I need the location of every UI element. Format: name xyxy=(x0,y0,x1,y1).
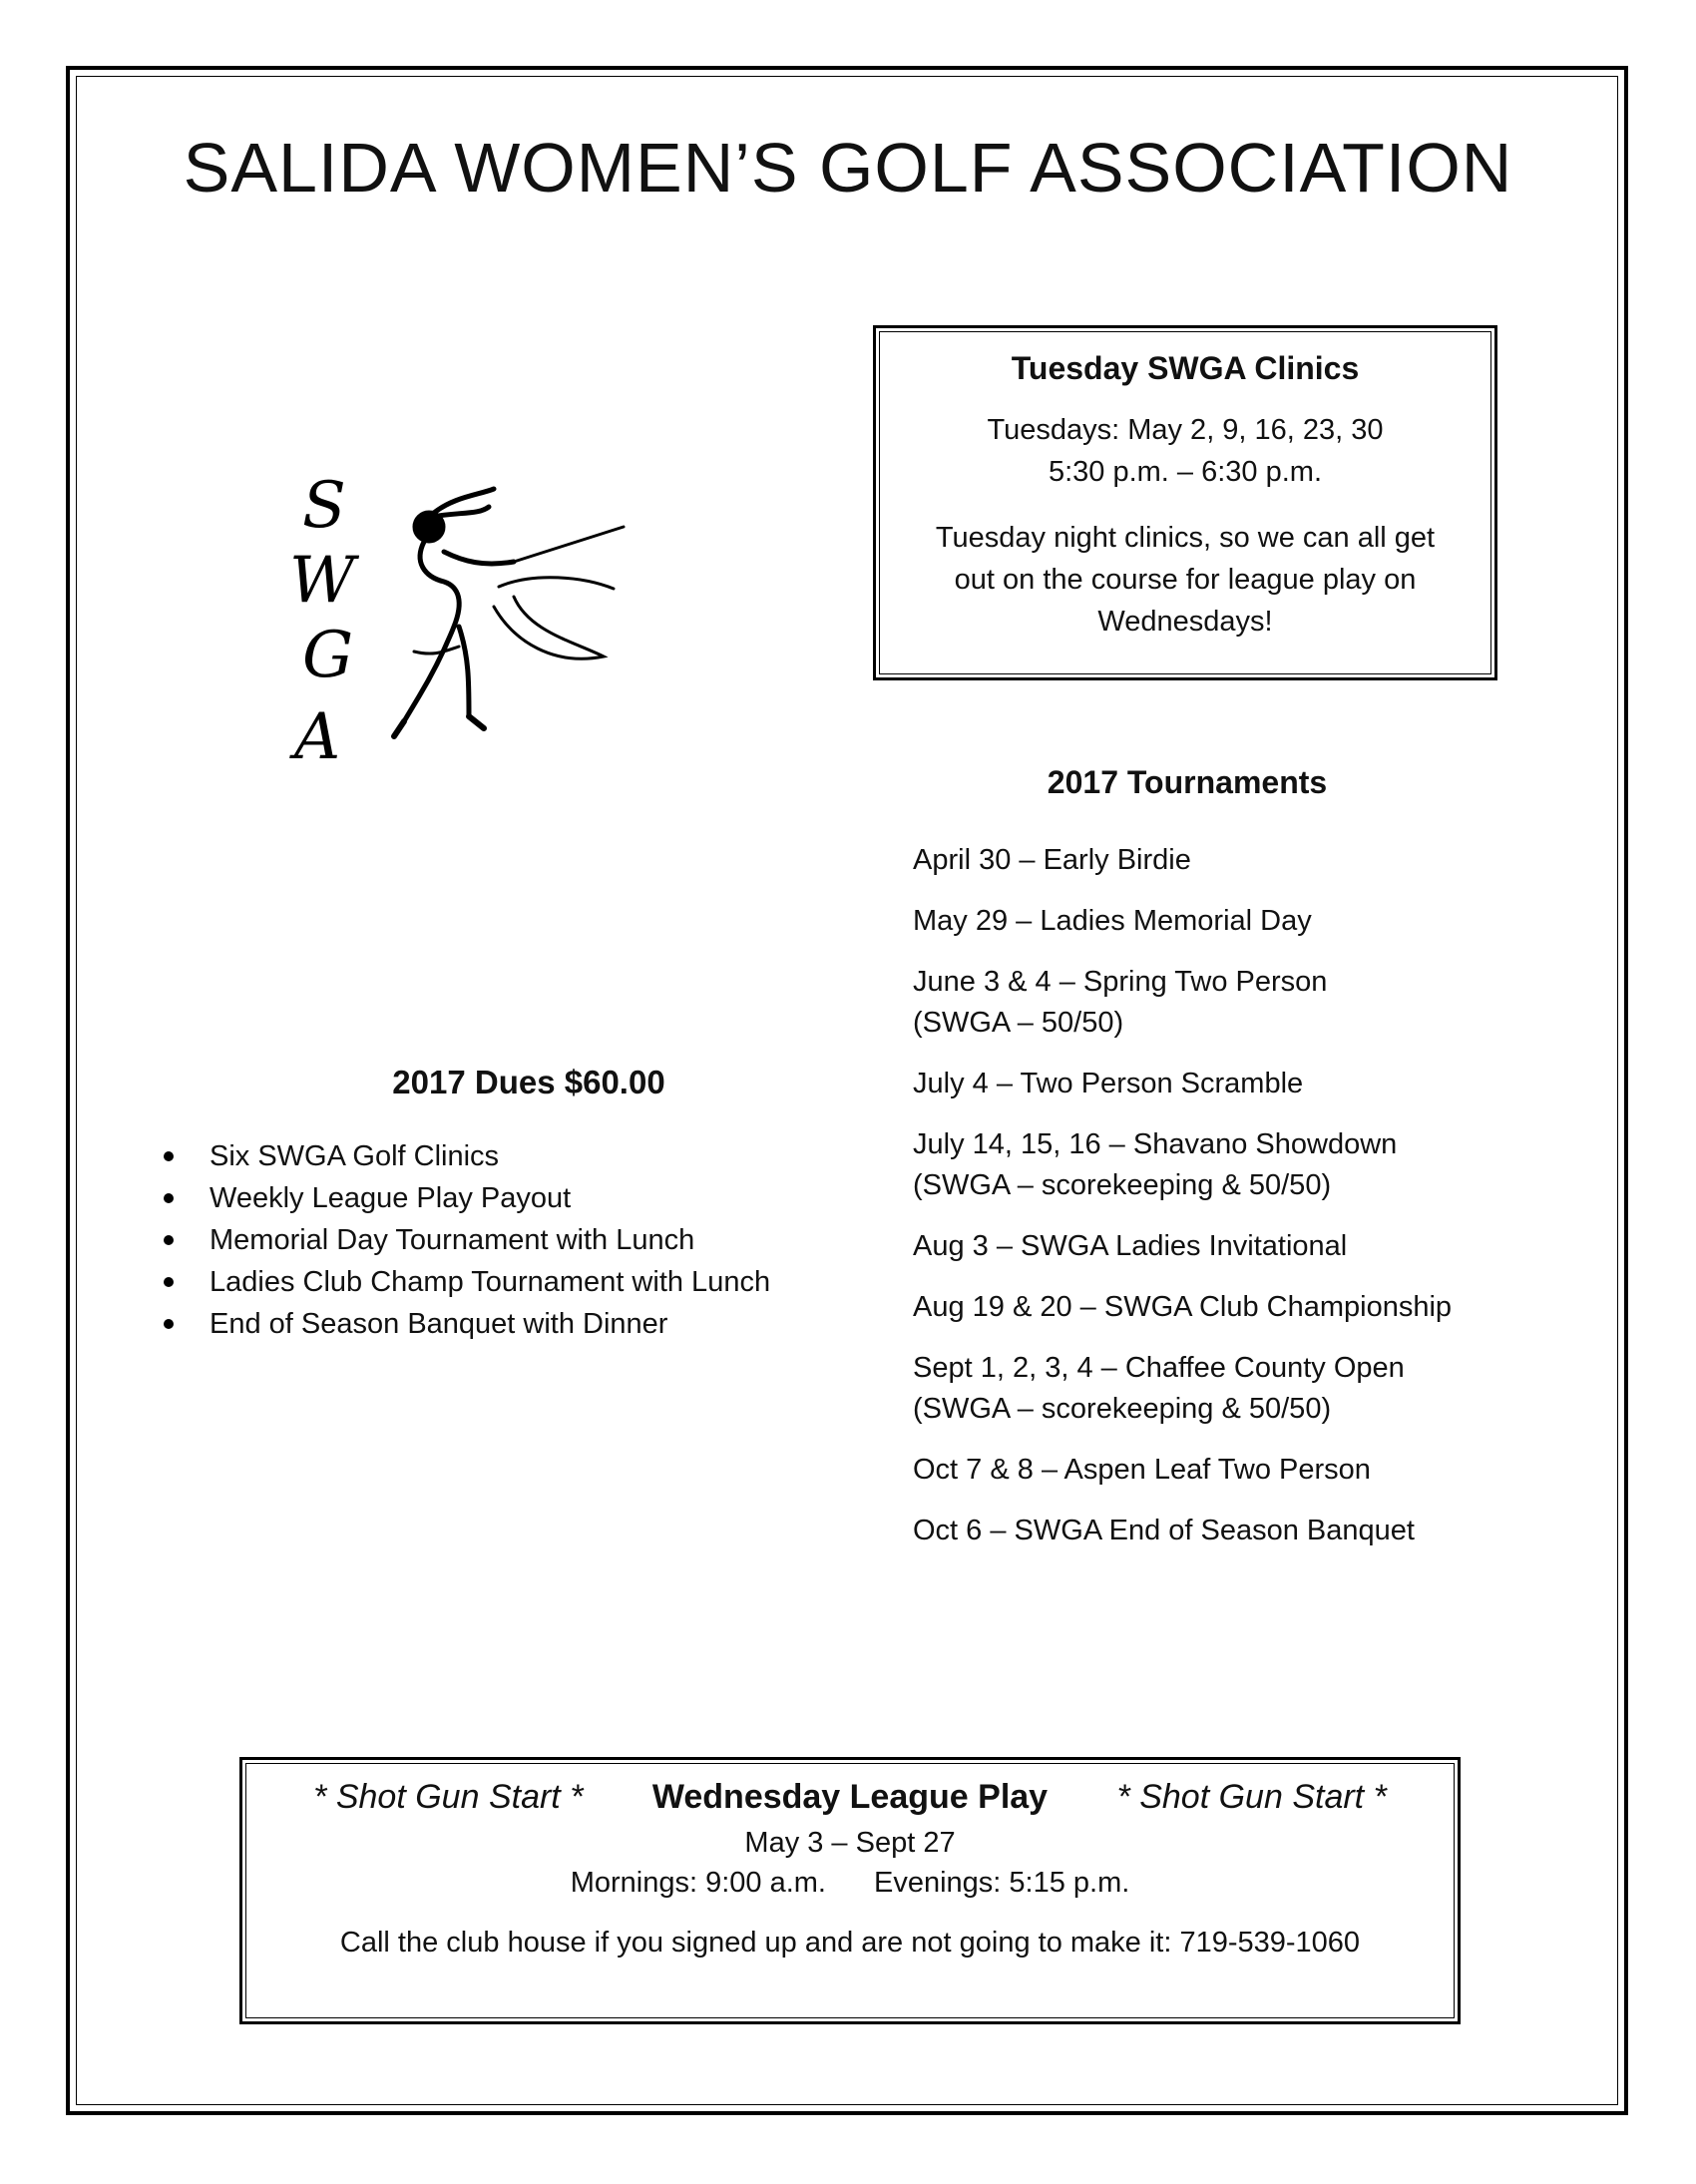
golfer-icon xyxy=(394,489,624,736)
league-heading: Wednesday League Play xyxy=(651,1778,1049,1816)
tournaments-list xyxy=(913,840,1551,1571)
bullet-icon xyxy=(164,1151,174,1161)
shotgun-start-right: * Shot Gun Start * xyxy=(1116,1778,1387,1816)
list-item: May 29 – Ladies Memorial Day xyxy=(913,905,1312,937)
logo-letter: W xyxy=(289,544,355,618)
bullet-icon xyxy=(164,1235,174,1245)
logo-letter: A xyxy=(294,700,341,774)
league-box xyxy=(239,1757,1461,2024)
list-item: April 30 – Early Birdie xyxy=(913,844,1191,876)
list-item: Sept 1, 2, 3, 4 – Chaffee County Open (SWGA – scorekeeping & 50/50) xyxy=(913,1352,1405,1425)
list-item: Six SWGA Golf Clinics xyxy=(160,1135,770,1177)
clinics-note-line: Wednesdays! xyxy=(1097,606,1273,638)
clinics-note-line: out on the course for league play on xyxy=(954,564,1417,596)
tournaments-heading: 2017 Tournaments xyxy=(1047,764,1328,800)
list-item: Aug 19 & 20 – SWGA Club Championship xyxy=(913,1291,1453,1323)
clinics-note-line: Tuesday night clinics, so we can all get xyxy=(935,522,1436,554)
list-item: July 4 – Two Person Scramble xyxy=(913,1068,1304,1099)
dues-heading: 2017 Dues $60.00 xyxy=(392,1064,665,1100)
list-item: Oct 7 & 8 – Aspen Leaf Two Person xyxy=(913,1454,1371,1486)
league-evenings: Evenings: 5:15 p.m. xyxy=(873,1867,1130,1899)
logo-letter: G xyxy=(302,619,354,692)
page-title: SALIDA WOMEN’S GOLF ASSOCIATION xyxy=(183,129,1513,207)
clinics-box xyxy=(873,325,1497,680)
list-item: Memorial Day Tournament with Lunch xyxy=(160,1219,770,1261)
bullet-icon xyxy=(164,1193,174,1203)
league-call-note: Call the club house if you signed up and are not going to make it: 719-539-1060 xyxy=(339,1927,1361,1959)
swga-logo xyxy=(284,467,643,776)
bullet-icon xyxy=(164,1319,174,1329)
list-item: Weekly League Play Payout xyxy=(160,1177,770,1219)
list-item: Aug 3 – SWGA Ladies Invitational xyxy=(913,1230,1348,1262)
list-item: June 3 & 4 – Spring Two Person (SWGA – 50/50) xyxy=(913,966,1328,1039)
clinics-dates: Tuesdays: May 2, 9, 16, 23, 30 xyxy=(987,414,1384,446)
bullet-icon xyxy=(164,1277,174,1287)
list-item: Ladies Club Champ Tournament with Lunch xyxy=(160,1261,770,1303)
list-item: July 14, 15, 16 – Shavano Showdown (SWGA – scorekeeping & 50/50) xyxy=(913,1128,1398,1201)
list-item: End of Season Banquet with Dinner xyxy=(160,1303,770,1345)
clinics-time: 5:30 p.m. – 6:30 p.m. xyxy=(1048,456,1323,488)
list-item: Oct 6 – SWGA End of Season Banquet xyxy=(913,1515,1415,1546)
dues-list xyxy=(160,1135,770,1345)
league-mornings: Mornings: 9:00 a.m. xyxy=(570,1867,826,1899)
clinics-heading: Tuesday SWGA Clinics xyxy=(1011,350,1360,386)
shotgun-start-left: * Shot Gun Start * xyxy=(313,1778,584,1816)
league-dates: May 3 – Sept 27 xyxy=(744,1827,956,1859)
logo-letter: S xyxy=(302,469,346,543)
